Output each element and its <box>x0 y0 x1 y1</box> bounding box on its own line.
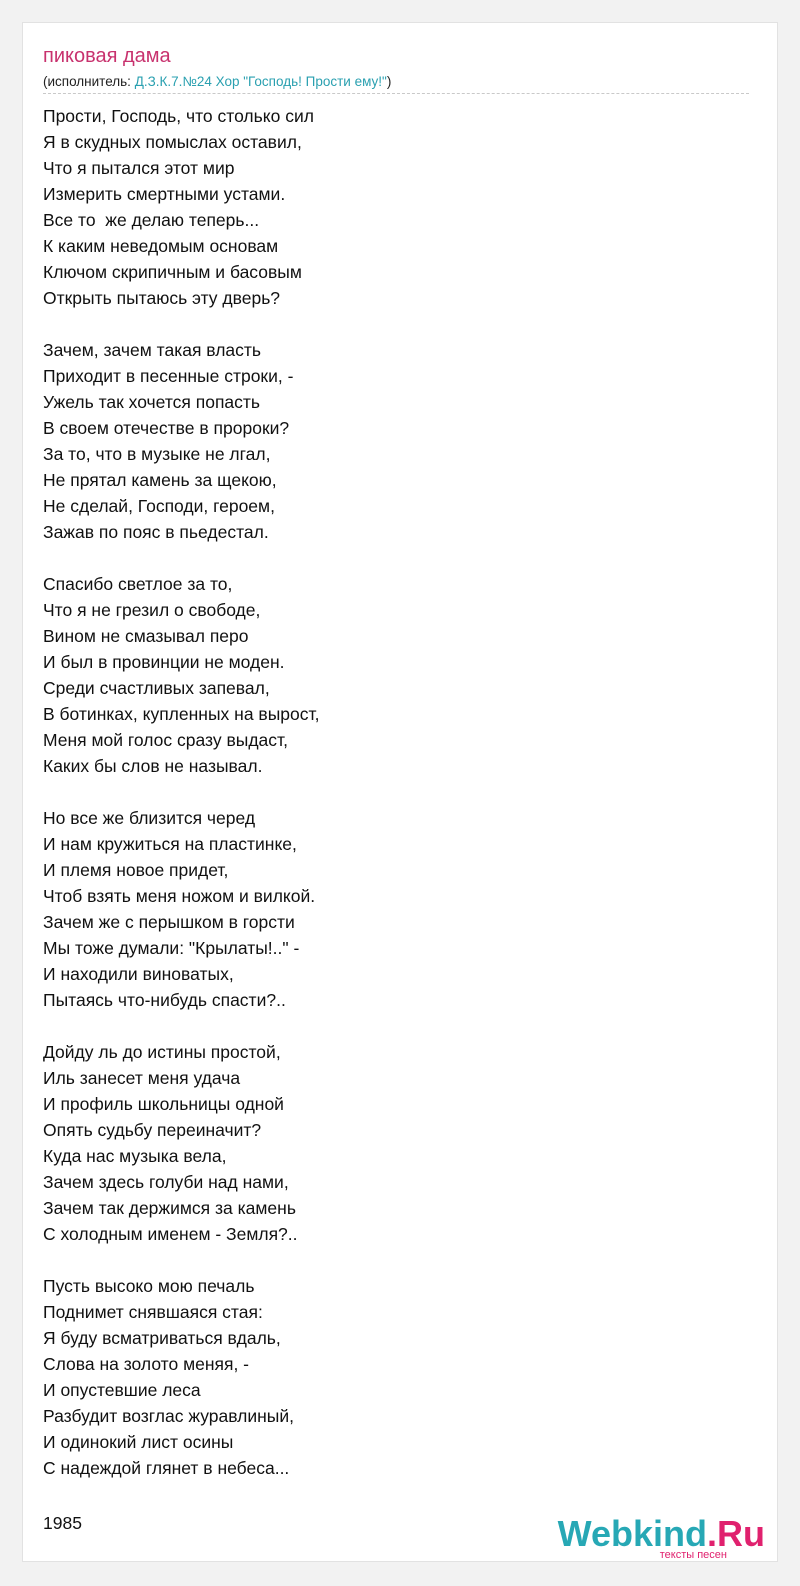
lyric-line: Открыть пытаюсь эту дверь? <box>43 288 281 308</box>
lyric-line: Зачем так держимся за камень <box>43 1198 296 1218</box>
lyric-line: В своем отечестве в пророки? <box>43 418 290 438</box>
lyric-line: И нам кружиться на пластинке, <box>43 834 297 854</box>
song-year: 1985 <box>43 1513 82 1533</box>
lyric-line: Поднимет снявшаяся стая: <box>43 1302 263 1322</box>
stanza <box>43 571 319 779</box>
lyric-line: Куда нас музыка вела, <box>43 1146 227 1166</box>
lyric-line: И одинокий лист осины <box>43 1432 234 1452</box>
logo-tagline: тексты песен <box>659 1549 727 1561</box>
lyric-line: Зачем, зачем такая власть <box>43 340 262 360</box>
lyric-line: Измерить смертными устами. <box>43 184 286 204</box>
lyric-line: И был в провинции не моден. <box>43 652 285 672</box>
lyric-line: Спасибо светлое за то, <box>43 574 233 594</box>
lyric-line: Опять судьбу переиначит? <box>43 1120 262 1140</box>
lyric-line: В ботинках, купленных на вырост, <box>43 704 320 724</box>
lyric-line: Зачем здесь голуби над нами, <box>43 1172 289 1192</box>
lyric-line: Дойду ль до истины простой, <box>43 1042 281 1062</box>
stanza <box>43 1039 319 1247</box>
lyric-line: Слова на золото меняя, - <box>43 1354 250 1374</box>
lyric-line: С надеждой глянет в небеса... <box>43 1458 290 1478</box>
stanza <box>43 805 319 1013</box>
lyric-line: Зачем же с перышком в горсти <box>43 912 295 932</box>
lyric-line: И находили виноватых, <box>43 964 234 984</box>
divider <box>43 93 749 94</box>
performer-line <box>43 73 391 91</box>
lyric-line: Ужель так хочется попасть <box>43 392 261 412</box>
lyric-line: Что я пытался этот мир <box>43 158 235 178</box>
lyric-line: Не сделай, Господи, героем, <box>43 496 275 516</box>
lyric-line: Ключом скрипичным и басовым <box>43 262 302 282</box>
lyric-line: И профиль школьницы одной <box>43 1094 284 1114</box>
lyric-line: Разбудит возглас журавлиный, <box>43 1406 295 1426</box>
lyric-line: Каких бы слов не называл. <box>43 756 263 776</box>
lyric-line: Все то же делаю теперь... <box>43 210 260 230</box>
lyric-line: Чтоб взять меня ножом и вилкой. <box>43 886 316 906</box>
lyric-line: Мы тоже думали: "Крылаты!.." - <box>43 938 300 958</box>
webkind-logo[interactable] <box>557 1513 765 1563</box>
lyric-line: Не прятал камень за щекою, <box>43 470 277 490</box>
lyric-line: Пытаясь что-нибудь спасти?.. <box>43 990 286 1010</box>
lyric-line: Среди счастливых запевал, <box>43 678 270 698</box>
lyric-line: Что я не грезил о свободе, <box>43 600 261 620</box>
logo-suffix: .Ru <box>707 1513 765 1554</box>
lyric-line: Меня мой голос сразу выдаст, <box>43 730 288 750</box>
lyric-line: Иль занесет меня удача <box>43 1068 241 1088</box>
lyric-line: И племя новое придет, <box>43 860 229 880</box>
stanza <box>43 103 319 311</box>
lyric-line: Я в скудных помыслах оставил, <box>43 132 302 152</box>
lyric-line: Пусть высоко мою печаль <box>43 1276 255 1296</box>
stanza <box>43 1273 319 1481</box>
performer-prefix: (исполнитель: <box>43 74 135 89</box>
performer-link[interactable]: Д.З.К.7.№24 Хор "Господь! Прости ему!" <box>134 74 387 89</box>
lyric-line: С холодным именем - Земля?.. <box>43 1224 298 1244</box>
lyric-line: Вином не смазывал перо <box>43 626 249 646</box>
lyric-line: Я буду всматриваться вдаль, <box>43 1328 281 1348</box>
performer-suffix: ) <box>386 74 392 89</box>
lyric-line: Приходит в песенные строки, - <box>43 366 294 386</box>
lyric-line: К каким неведомым основам <box>43 236 279 256</box>
logo-main: Webkind <box>557 1513 707 1554</box>
lyric-line: И опустевшие леса <box>43 1380 201 1400</box>
stanza <box>43 337 319 545</box>
lyric-line: Зажав по пояс в пьедестал. <box>43 522 269 542</box>
lyrics-card <box>22 22 778 1562</box>
lyric-line: За то, что в музыке не лгал, <box>43 444 271 464</box>
lyrics-body <box>43 103 319 1507</box>
song-title: пиковая дама <box>43 45 171 67</box>
lyric-line: Но все же близится черед <box>43 808 256 828</box>
lyric-line: Прости, Господь, что столько сил <box>43 106 314 126</box>
